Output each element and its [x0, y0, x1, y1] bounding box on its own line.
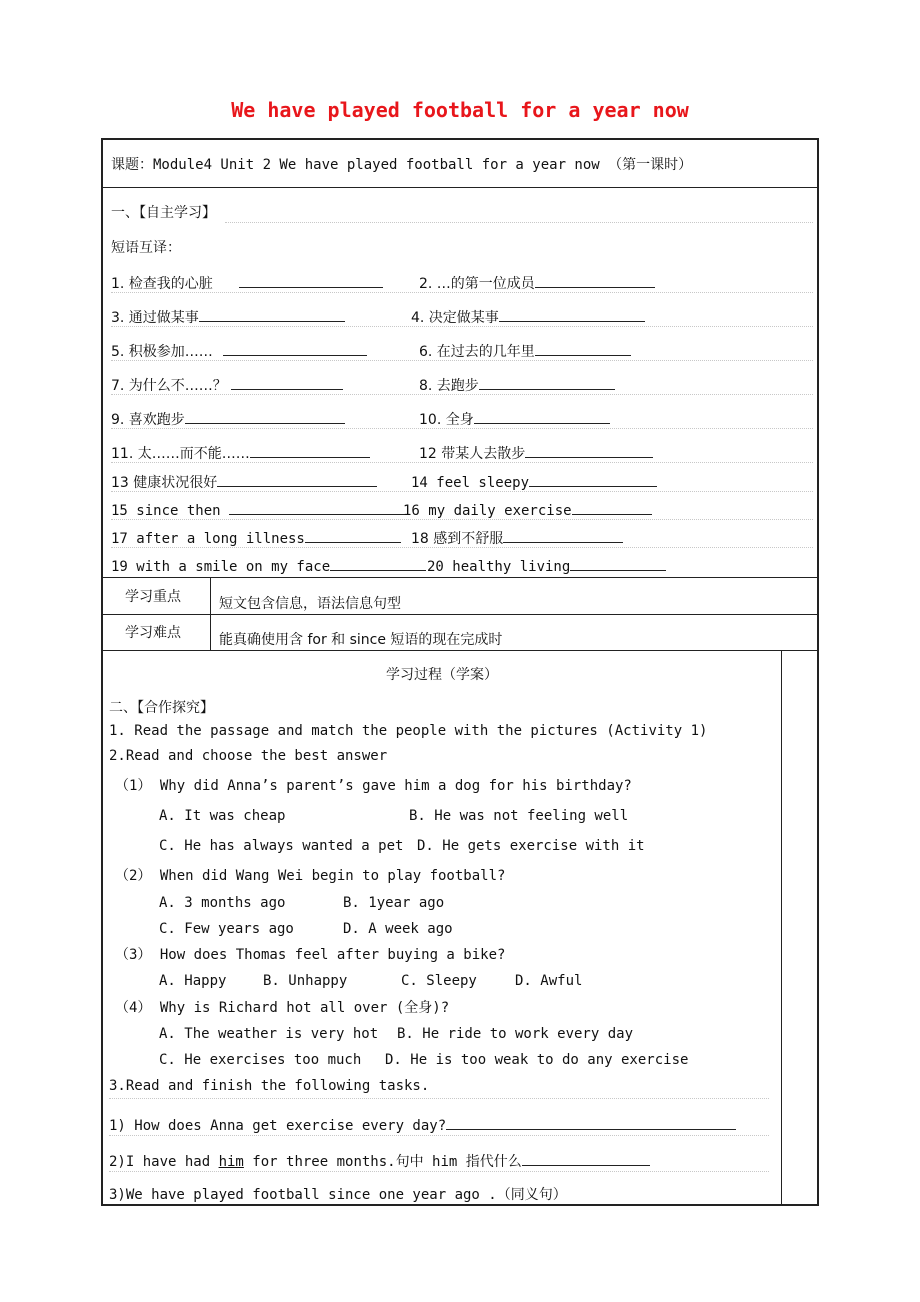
option: D. He gets exercise with it: [417, 838, 645, 854]
key-point-value: 短文包含信息，语法信息句型: [219, 596, 401, 612]
task-line: 2)I have had him for three months.句中 him 指代什么: [109, 1151, 650, 1171]
option: B. 1year ago: [343, 895, 445, 911]
phrase-item: 1. 检查我的心脏: [111, 273, 383, 293]
option: D. He is too weak to do any exercise: [385, 1052, 689, 1068]
key-point-label: 学习重点: [125, 589, 181, 605]
column-divider: [210, 577, 211, 650]
phrase-item: 6. 在过去的几年里: [419, 341, 631, 361]
option: A. It was cheap: [159, 808, 286, 824]
option: D. Awful: [515, 973, 583, 989]
task-line: 1) How does Anna get exercise every day?: [109, 1115, 736, 1135]
option: C. Few years ago: [159, 921, 294, 937]
phrase-item: 3. 通过做某事: [111, 307, 345, 327]
phrase-item: 20 healthy living: [427, 556, 666, 576]
phrase-item: 19 with a smile on my face: [111, 556, 426, 576]
phrase-item: 12 带某人去散步: [419, 443, 653, 463]
phrase-item: 4. 决定做某事: [411, 307, 645, 327]
phrase-item: 11. 太……而不能……: [111, 443, 370, 463]
section-heading: 一、【自主学习】: [111, 205, 216, 221]
option: C. He has always wanted a pet: [159, 838, 404, 854]
option: B. He ride to work every day: [397, 1026, 634, 1042]
phrase-item: 2. …的第一位成员: [419, 273, 655, 293]
phrase-item: 18 感到不舒服: [411, 528, 623, 548]
column-divider: [781, 650, 782, 1206]
phrase-item: 16 my daily exercise: [403, 500, 652, 520]
question: （3） How does Thomas feel after buying a bike?: [115, 947, 506, 963]
option: C. Sleepy: [401, 973, 477, 989]
phrase-item: 13 健康状况很好: [111, 472, 377, 492]
question: （2） When did Wang Wei begin to play football?: [115, 868, 506, 884]
option: A. 3 months ago: [159, 895, 286, 911]
section-subheading: 短语互译：: [111, 240, 181, 256]
phrase-item: 7. 为什么不……？: [111, 375, 343, 395]
difficulty-value: 能真确使用含 for 和 since 短语的现在完成时: [219, 632, 503, 648]
option: C. He exercises too much: [159, 1052, 362, 1068]
process-heading: 学习过程（学案）: [386, 667, 498, 683]
phrase-item: 14 feel sleepy: [411, 472, 657, 492]
phrase-item: 9. 喜欢跑步: [111, 409, 345, 429]
option: B. He was not feeling well: [409, 808, 629, 824]
task-line: 3)We have played football since one year ago .（同义句）: [109, 1187, 567, 1203]
phrase-item: 17 after a long illness: [111, 528, 401, 548]
option: D. A week ago: [343, 921, 453, 937]
row-divider: [103, 650, 819, 651]
question: （4） Why is Richard hot all over (全身)?: [115, 1000, 450, 1016]
option: A. The weather is very hot: [159, 1026, 379, 1042]
difficulty-label: 学习难点: [125, 625, 181, 641]
option: A. Happy: [159, 973, 227, 989]
phrase-item: 10. 全身: [419, 409, 610, 429]
task-line: 2.Read and choose the best answer: [109, 748, 388, 764]
question: （1） Why did Anna’s parent’s gave him a dog for his birthday?: [115, 778, 632, 794]
page-title: We have played football for a year now: [231, 98, 689, 122]
topic-line: 课题：Module4 Unit 2 We have played football for a year now （第一课时）: [111, 157, 693, 173]
worksheet-table: [101, 138, 819, 1206]
option: B. Unhappy: [263, 973, 348, 989]
underlined-word: him: [218, 1154, 244, 1170]
task-line: 1. Read the passage and match the people with the pictures (Activity 1): [109, 723, 708, 739]
row-divider: [103, 187, 819, 188]
phrase-item: 8. 去跑步: [419, 375, 615, 395]
phrase-item: 5. 积极参加……: [111, 341, 367, 361]
task-line: 3.Read and finish the following tasks.: [109, 1078, 430, 1094]
section-heading: 二、【合作探究】: [109, 700, 214, 716]
phrase-item: 15 since then: [111, 500, 405, 520]
